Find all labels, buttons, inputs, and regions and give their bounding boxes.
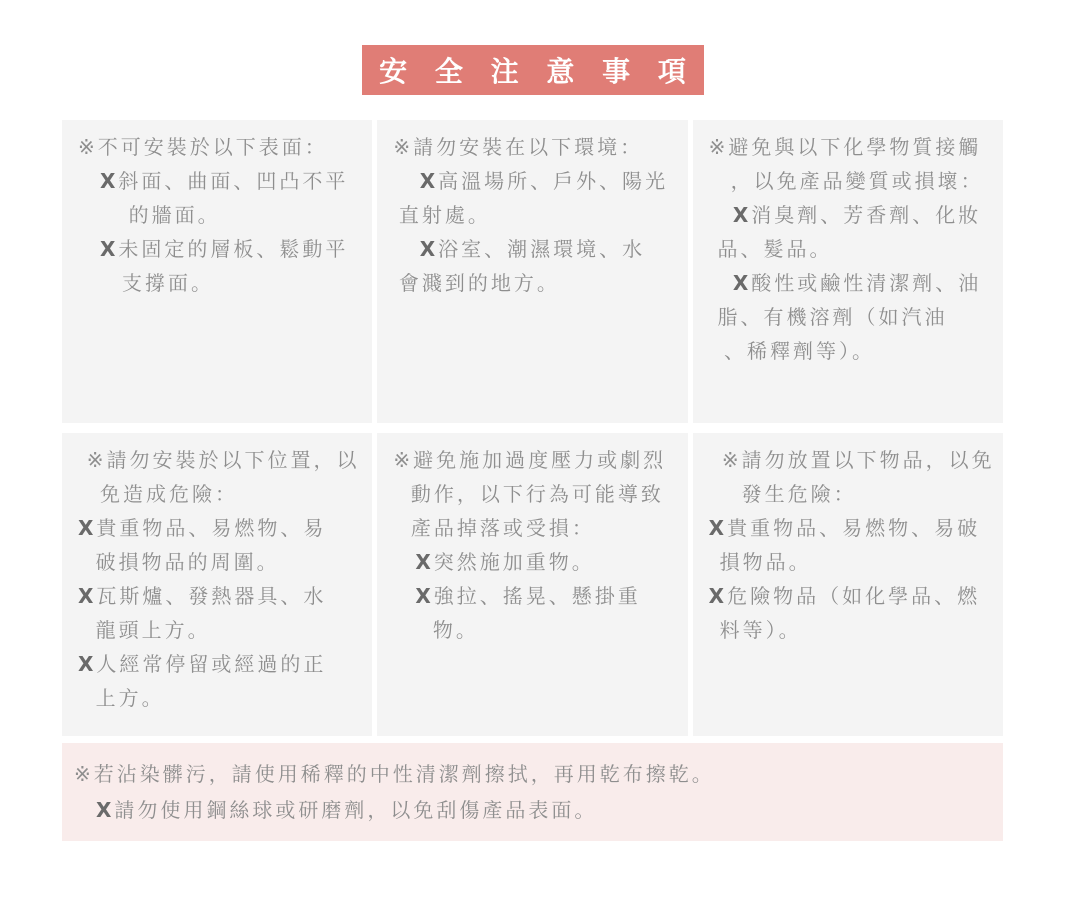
warning-text: 強拉、搖晃、懸掛重 — [433, 584, 641, 608]
x-mark-icon: X — [78, 584, 97, 608]
warning-text: 貴重物品、易燃物、易破 — [727, 516, 981, 540]
x-mark-icon: X — [78, 516, 97, 540]
warning-line — [78, 681, 368, 715]
warning-line — [78, 266, 368, 300]
warning-line — [709, 511, 999, 545]
cleaning-note-box — [62, 743, 1003, 841]
warning-box-3 — [693, 120, 1003, 423]
warning-line — [709, 545, 999, 579]
warning-text: 龍頭上方。 — [95, 618, 211, 642]
warning-line — [709, 232, 999, 266]
warning-line — [393, 266, 683, 300]
warning-text: 料等）。 — [719, 618, 802, 642]
warning-text: 脂、有機溶劑（如汽油 — [717, 305, 948, 329]
warning-text: 發生危險： — [741, 482, 857, 506]
warning-line — [709, 334, 999, 368]
x-mark-icon: X — [419, 169, 439, 193]
warning-text: 突然施加重物。 — [433, 550, 595, 574]
warning-line — [709, 266, 999, 300]
title-banner — [362, 45, 704, 95]
warning-text: 損物品。 — [719, 550, 812, 574]
warning-line — [78, 511, 368, 545]
reference-mark-icon: ※ — [74, 762, 94, 786]
x-mark-icon: X — [96, 798, 115, 822]
warning-text: 破損物品的周圍。 — [95, 550, 280, 574]
warning-line — [393, 198, 683, 232]
warning-text: 直射處。 — [398, 203, 491, 227]
warning-line — [393, 511, 683, 545]
warning-line — [393, 164, 683, 198]
warning-text: 請勿安裝在以下環境： — [413, 135, 644, 159]
warning-text: 浴室、潮濕環境、水 — [438, 237, 646, 261]
warning-box-1 — [62, 120, 372, 423]
warning-text: 人經常停留或經過的正 — [96, 652, 327, 676]
warning-text: 不可安裝於以下表面： — [97, 135, 328, 159]
warning-text: 動作，以下行為可能導致 — [410, 482, 664, 506]
warning-line — [709, 198, 999, 232]
warning-text: 消臭劑、芳香劑、化妝 — [751, 203, 982, 227]
warning-box-4 — [62, 433, 372, 736]
warning-line — [78, 164, 368, 198]
safety-notice-page — [0, 45, 1065, 841]
x-mark-icon: X — [708, 584, 728, 608]
warning-line — [709, 130, 999, 164]
warning-text: 產品掉落或受損： — [410, 516, 595, 540]
warning-line — [74, 756, 993, 792]
warning-text: 會濺到的地方。 — [398, 271, 560, 295]
warning-line — [78, 477, 368, 511]
warning-text: 請勿放置以下物品，以免 — [741, 448, 995, 472]
warning-text: 貴重物品、易燃物、易 — [96, 516, 327, 540]
reference-mark-icon: ※ — [393, 135, 414, 159]
x-mark-icon: X — [419, 237, 439, 261]
warning-line — [709, 443, 999, 477]
reference-mark-icon: ※ — [86, 448, 107, 472]
x-mark-icon: X — [415, 584, 434, 608]
warning-line — [78, 613, 368, 647]
warning-line — [78, 198, 368, 232]
reference-mark-icon: ※ — [393, 448, 414, 472]
warning-text: 請勿使用鋼絲球或研磨劑，以免刮傷產品表面。 — [114, 798, 598, 822]
warning-line — [74, 792, 993, 828]
warning-text: 瓦斯爐、發熱器具、水 — [96, 584, 327, 608]
reference-mark-icon: ※ — [721, 448, 742, 472]
warning-box-2 — [377, 120, 687, 423]
warning-line — [78, 647, 368, 681]
warning-line — [78, 579, 368, 613]
warning-text: 危險物品（如化學品、燃 — [727, 584, 981, 608]
warning-line — [709, 164, 999, 198]
warning-box-5 — [377, 433, 687, 736]
warning-text: 未固定的層板、鬆動平 — [118, 237, 349, 261]
page-title: 安 全 注 意 事 項 — [379, 55, 695, 88]
warning-text: 高溫場所、戶外、陽光 — [438, 169, 669, 193]
warning-line — [393, 613, 683, 647]
warning-text: 品、髮品。 — [717, 237, 833, 261]
warning-line — [393, 579, 683, 613]
x-mark-icon: X — [100, 169, 119, 193]
reference-mark-icon: ※ — [78, 135, 98, 159]
warning-text: 物。 — [432, 618, 479, 642]
warning-line — [78, 232, 368, 266]
warning-line — [393, 130, 683, 164]
warning-text: 請勿安裝於以下位置，以 — [106, 448, 360, 472]
warning-text: 支撐面。 — [122, 271, 214, 295]
warning-text: 避免與以下化學物質接觸 — [728, 135, 982, 159]
warning-box-6 — [693, 433, 1003, 736]
warning-text: 斜面、曲面、凹凸不平 — [118, 169, 349, 193]
reference-mark-icon: ※ — [708, 135, 729, 159]
warning-line — [709, 477, 999, 511]
warning-line — [78, 443, 368, 477]
warning-text: 上方。 — [95, 686, 165, 710]
x-mark-icon: X — [732, 271, 752, 295]
warning-line — [393, 545, 683, 579]
x-mark-icon: X — [78, 652, 97, 676]
warning-text: 若沾染髒污，請使用稀釋的中性清潔劑擦拭，再用乾布擦乾。 — [93, 762, 715, 786]
x-mark-icon: X — [708, 516, 728, 540]
x-mark-icon: X — [100, 237, 119, 261]
warning-text: 酸性或鹼性清潔劑、油 — [751, 271, 982, 295]
warning-line — [393, 477, 683, 511]
warning-line — [78, 545, 368, 579]
warning-line — [393, 443, 683, 477]
warning-text: 的牆面。 — [128, 203, 221, 227]
warning-grid — [62, 120, 1003, 736]
warning-text: ，以免產品變質或損壞： — [730, 169, 984, 193]
warning-text: 免造成危險： — [100, 482, 238, 506]
warning-line — [78, 130, 368, 164]
warning-line — [393, 232, 683, 266]
warning-text: 、稀釋劑等）。 — [724, 339, 876, 363]
x-mark-icon: X — [732, 203, 752, 227]
warning-line — [709, 579, 999, 613]
warning-text: 避免施加過度壓力或劇烈 — [413, 448, 667, 472]
warning-line — [709, 300, 999, 334]
warning-line — [709, 613, 999, 647]
x-mark-icon: X — [415, 550, 434, 574]
